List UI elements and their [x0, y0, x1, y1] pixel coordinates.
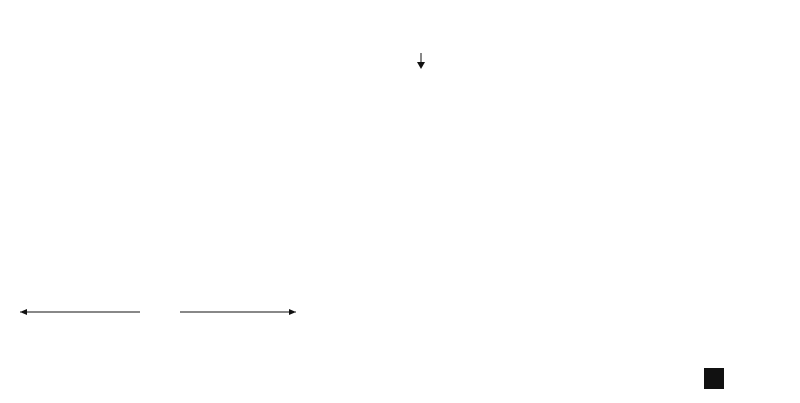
start-block — [704, 368, 724, 389]
